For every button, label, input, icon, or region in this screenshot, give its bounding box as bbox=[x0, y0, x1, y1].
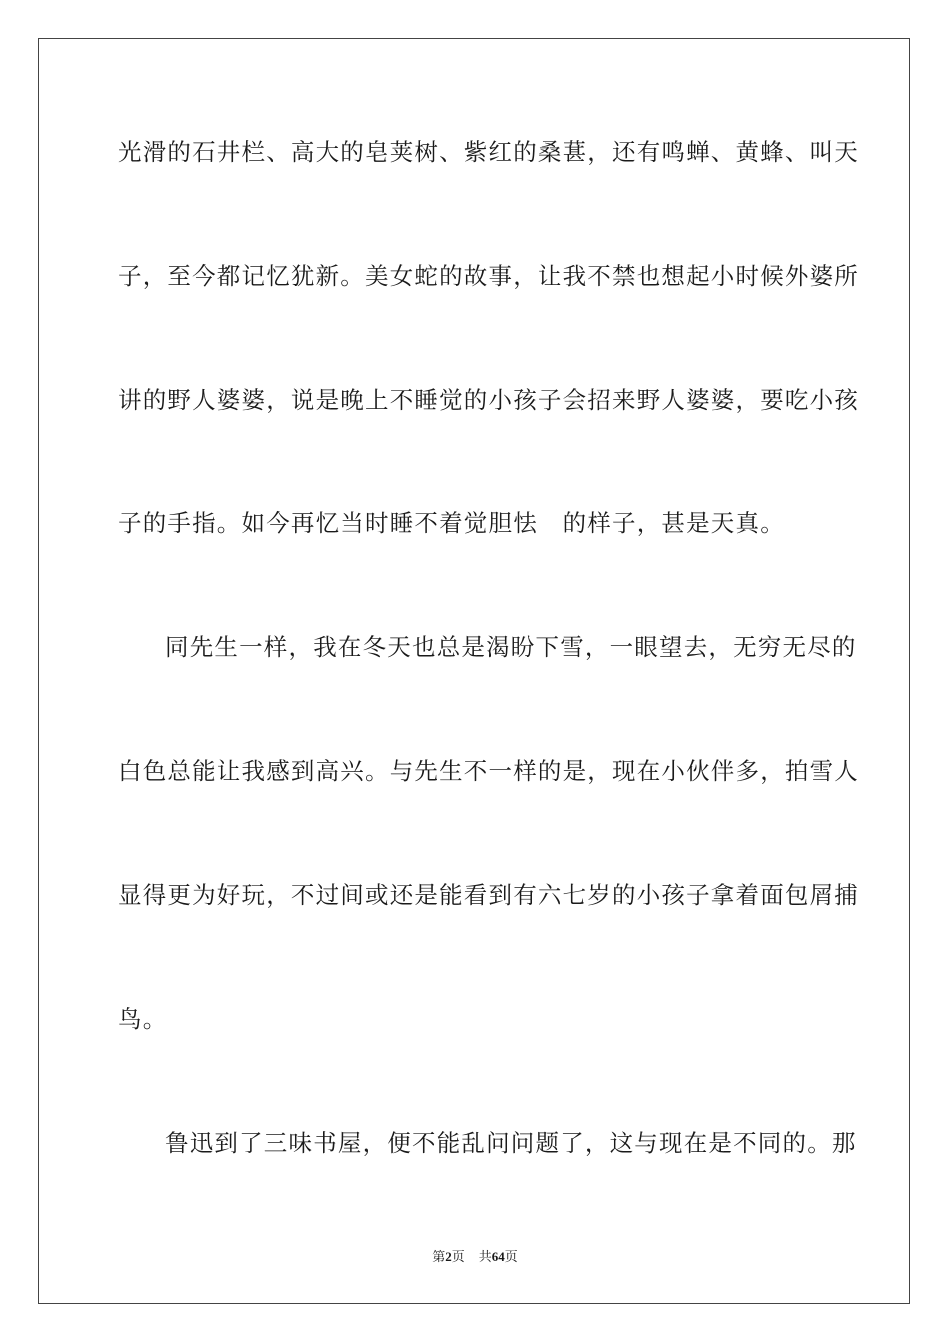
text-line-9: 鲁迅到了三味书屋，便不能乱问问题了，这与现在是不同的。那 bbox=[165, 1129, 857, 1157]
footer-page-suffix: 页 bbox=[451, 1249, 465, 1264]
page-border bbox=[38, 38, 910, 1304]
text-line-7: 显得更为好玩，不过间或还是能看到有六七岁的小孩子拿着面包屑捕 bbox=[118, 881, 859, 909]
page-footer bbox=[0, 1248, 950, 1266]
text-line-3: 讲的野人婆婆，说是晚上不睡觉的小孩子会招来野人婆婆，要吃小孩 bbox=[118, 386, 859, 414]
text-line-1: 光滑的石井栏、高大的皂荚树、紫红的桑葚，还有鸣蝉、黄蜂、叫天 bbox=[118, 138, 859, 166]
footer-total-suffix: 页 bbox=[504, 1249, 518, 1264]
footer-total-pages: 64 bbox=[491, 1249, 505, 1264]
text-line-6: 白色总能让我感到高兴。与先生不一样的是，现在小伙伴多，拍雪人 bbox=[118, 757, 859, 785]
footer-page-number: 2 bbox=[445, 1249, 452, 1264]
text-line-5: 同先生一样，我在冬天也总是渴盼下雪，一眼望去，无穷无尽的 bbox=[165, 633, 857, 661]
text-line-8: 鸟。 bbox=[118, 1005, 168, 1033]
text-line-4: 子的手指。如今再忆当时睡不着觉胆怯 的样子，甚是天真。 bbox=[118, 509, 785, 537]
text-line-2: 子，至今都记忆犹新。美女蛇的故事，让我不禁也想起小时候外婆所 bbox=[118, 262, 859, 290]
footer-page-prefix: 第 bbox=[432, 1249, 446, 1264]
footer-total-prefix: 共 bbox=[478, 1249, 492, 1264]
